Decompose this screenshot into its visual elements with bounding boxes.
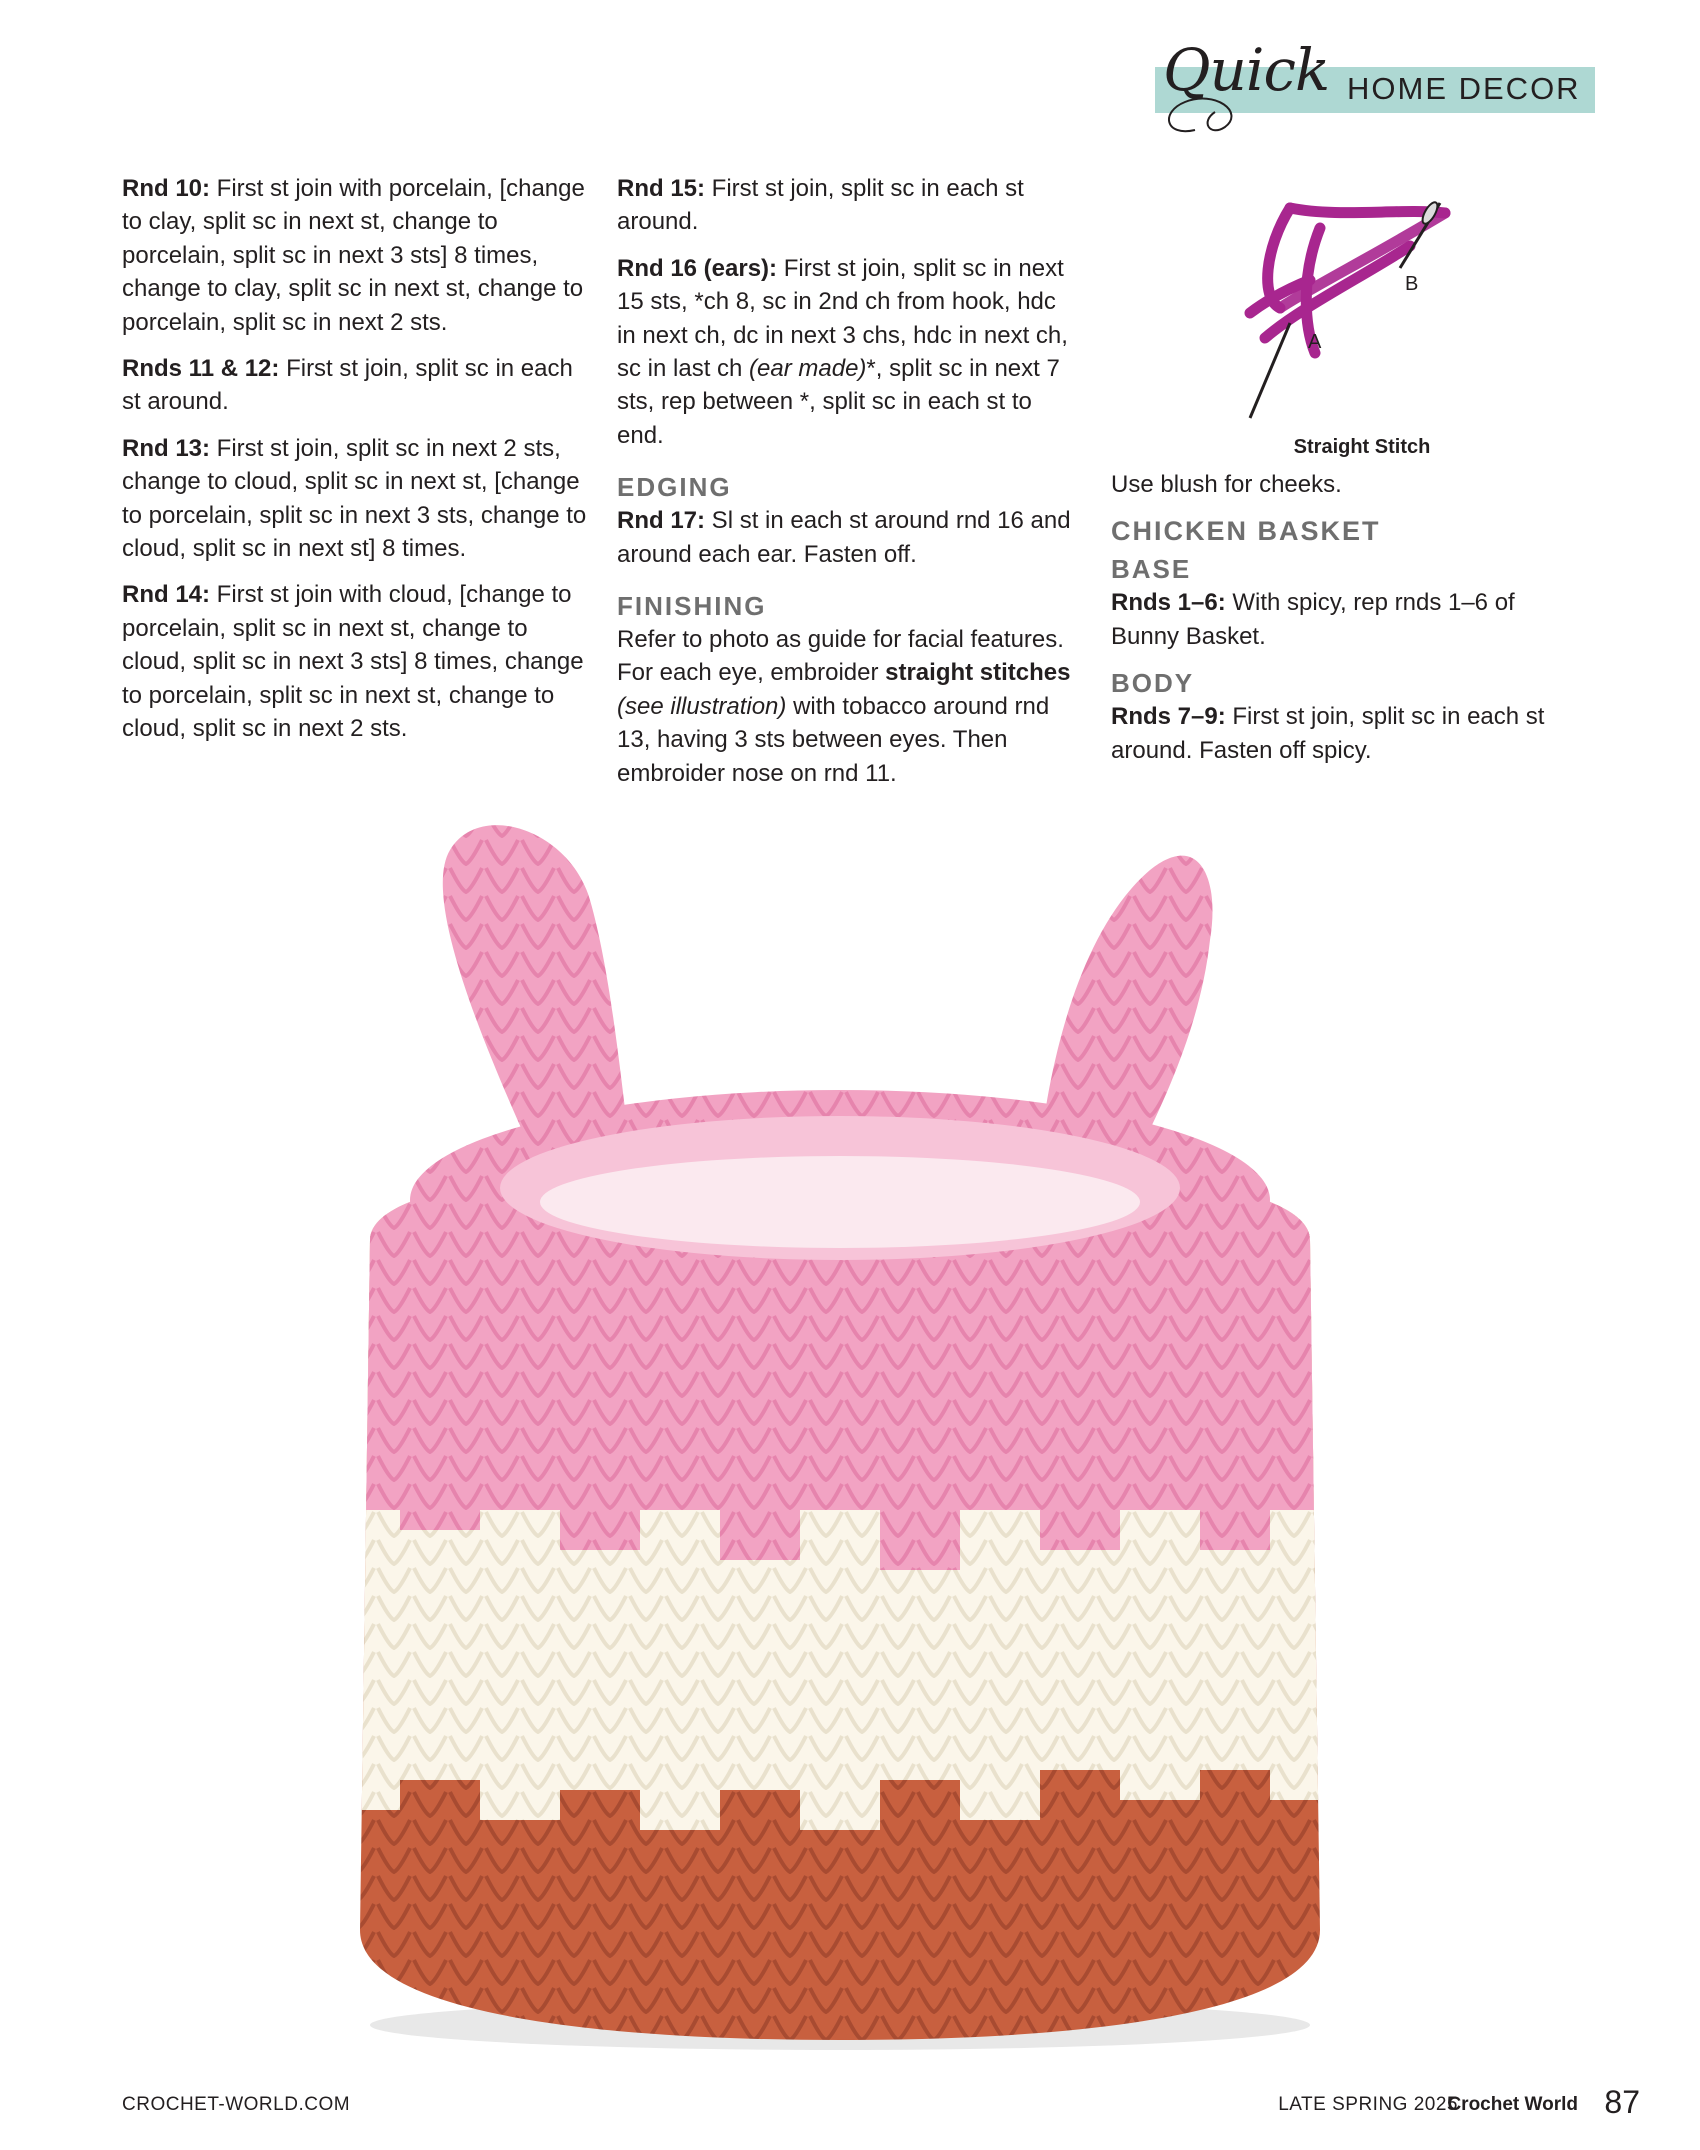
pattern-round-10: Rnd 10: First st join with porcelain, [change to clay, split sc in next st, change to porcelain, split sc in next 3 sts] 8 times, change to clay, split sc in next st, change to porcelain, split sc in next 2 sts. <box>122 175 585 336</box>
finishing-instructions: Refer to photo as guide for facial features. For each eye, embroider straight stitches (see illustration) with tobacco around rnd 13, having 3 sts between eyes. Then embroider nose on rnd 11. <box>617 626 1071 787</box>
section-badge <box>1155 36 1595 142</box>
pattern-round-15: Rnd 15: First st join, split sc in each st around. <box>617 175 1024 236</box>
footer-website: CROCHET-WORLD.COM <box>122 2094 351 2115</box>
badge-quick-word: Quick <box>1163 36 1330 104</box>
pattern-rounds-11-12: Rnds 11 & 12: First st join, split sc in each st around. <box>122 355 573 416</box>
badge-section-label: HOME DECOR <box>1347 71 1581 106</box>
bunny-basket-photo <box>340 810 1340 2060</box>
straight-stitch-illustration <box>1220 188 1480 436</box>
label-a: A <box>1308 331 1322 353</box>
label-b: B <box>1405 273 1419 295</box>
illustration-caption: Straight Stitch <box>1293 436 1431 458</box>
text-column-1 <box>122 172 592 759</box>
chicken-basket-heading: CHICKEN BASKET <box>1111 516 1381 547</box>
body-heading: BODY <box>1111 668 1195 699</box>
footer-issue: LATE SPRING 2025 <box>1278 2094 1458 2115</box>
footer-magazine: Crochet World <box>1447 2094 1578 2115</box>
edging-heading: EDGING <box>617 472 732 503</box>
page-number: 87 <box>1604 2084 1640 2120</box>
base-heading: BASE <box>1111 554 1192 585</box>
pattern-round-13: Rnd 13: First st join, split sc in next 2 sts, change to cloud, split sc in next st, [change to porcelain, split sc in next 3 sts, change to cloud, split sc in next st] 8 times. <box>122 434 587 563</box>
pattern-rounds-7-9: Rnds 7–9: First st join, split sc in each st around. Fasten off spicy. <box>1111 703 1545 764</box>
finishing-heading: FINISHING <box>617 591 767 622</box>
text-column-2 <box>617 172 1077 803</box>
pattern-round-17: Rnd 17: Sl st in each st around rnd 16 and around each ear. Fasten off. <box>617 507 1071 568</box>
pattern-round-14: Rnd 14: First st join with cloud, [change to porcelain, split sc in next st, change to cloud, split sc in next 3 sts] 8 times, change to porcelain, split sc in next st, change to cloud, split sc in next 2 sts. <box>122 581 584 743</box>
pattern-rounds-1-6: Rnds 1–6: With spicy, rep rnds 1–6 of Bunny Basket. <box>1111 589 1515 650</box>
text-column-3 <box>1111 468 1581 780</box>
blush-instruction: Use blush for cheeks. <box>1111 471 1342 498</box>
pattern-round-16: Rnd 16 (ears): First st join, split sc in next 15 sts, *ch 8, sc in 2nd ch from hook, hdc in next ch, dc in next 3 chs, hdc in next ch, sc in last ch (ear made)*, split sc in next 7 sts, rep between *, split sc in each st to end. <box>617 254 1068 449</box>
